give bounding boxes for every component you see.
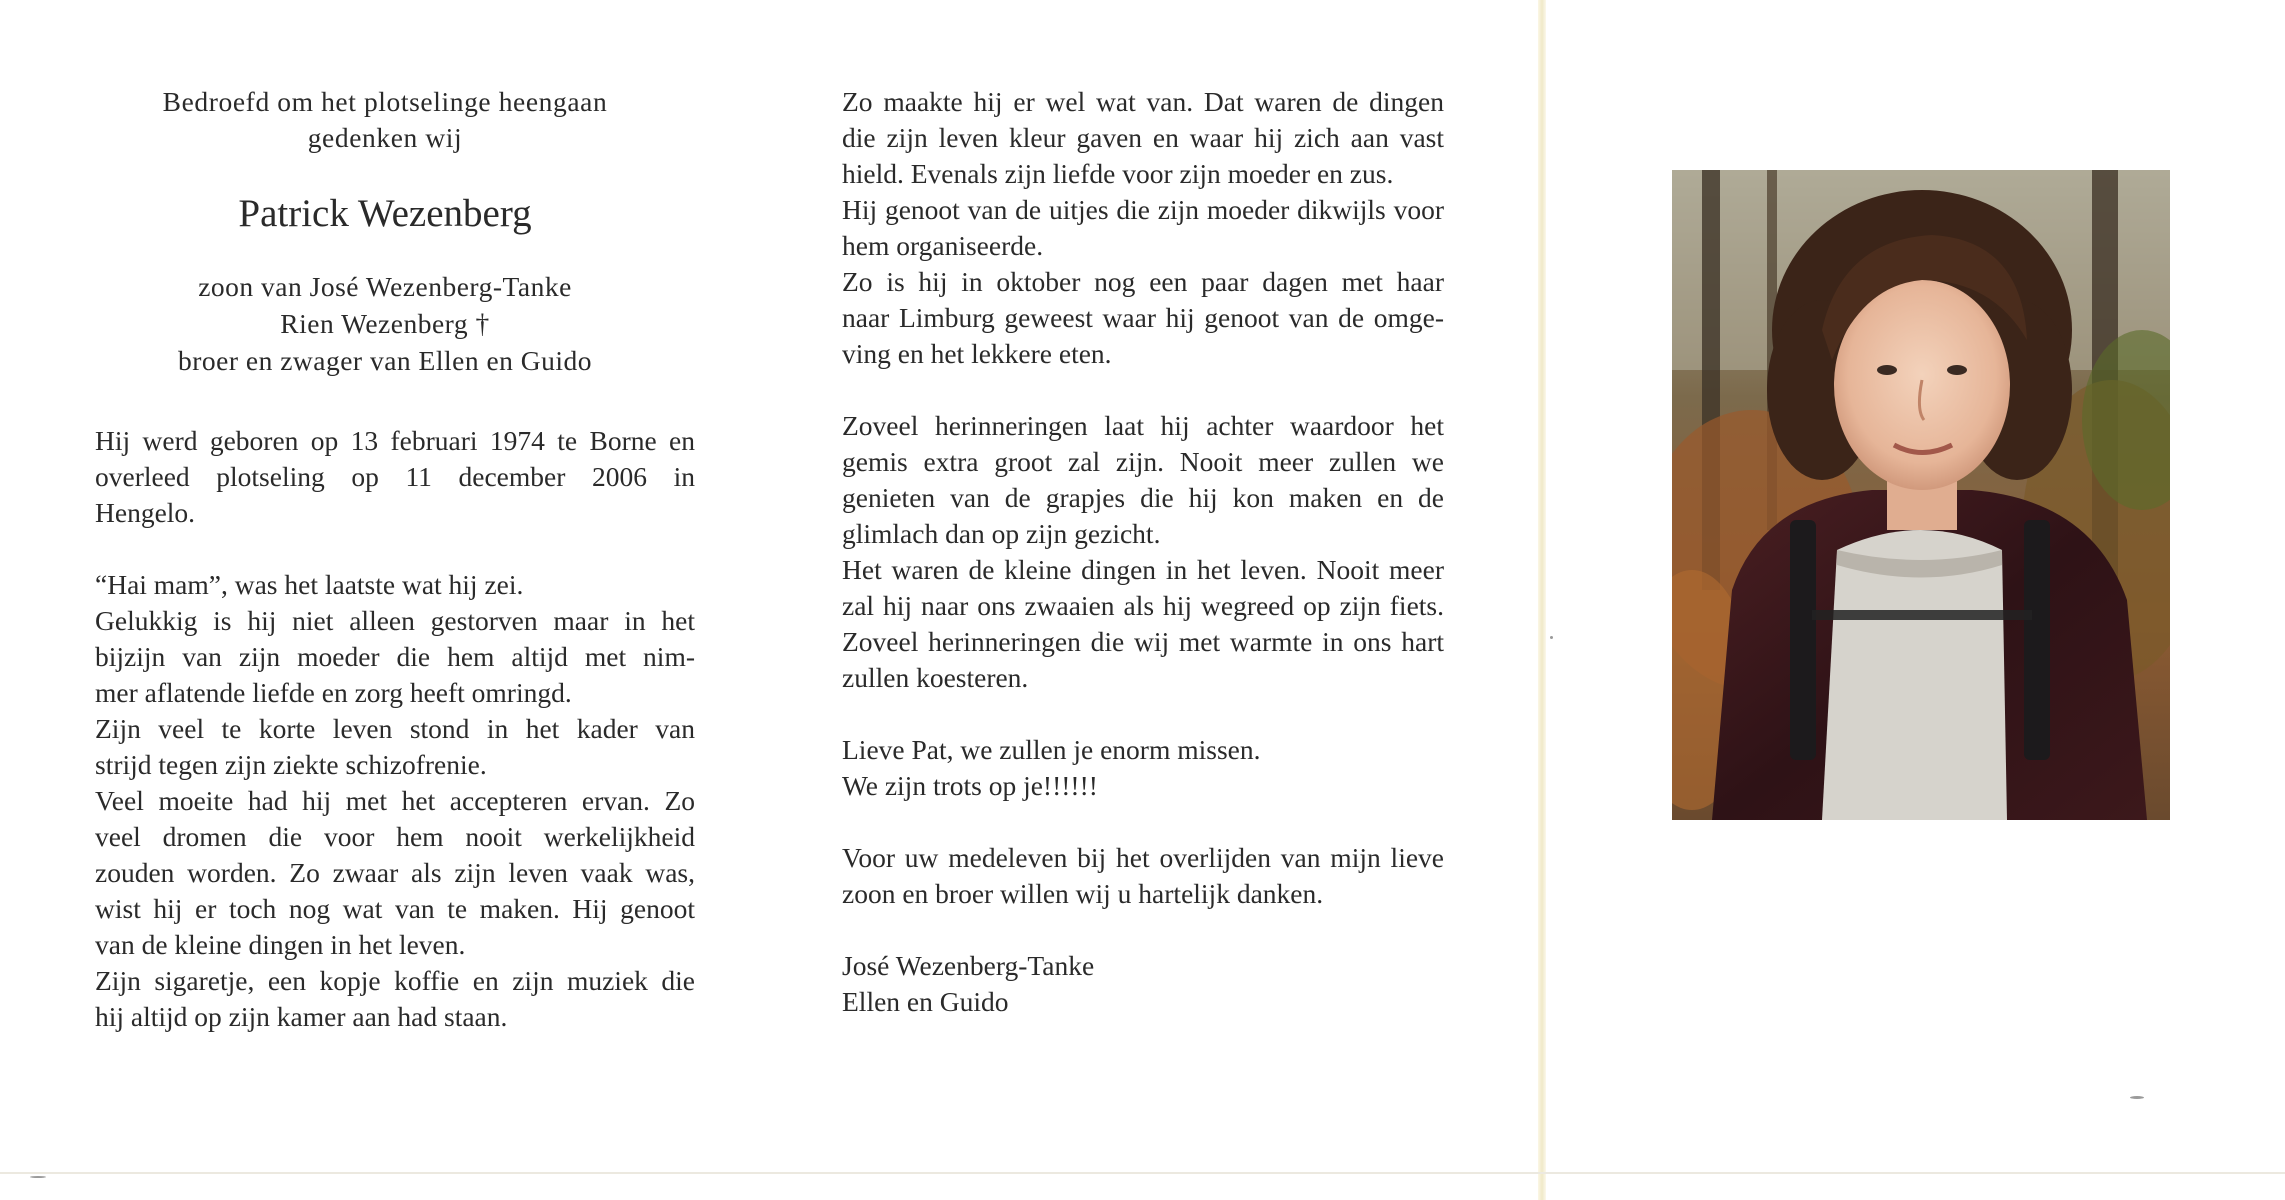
text-line: Veel moeite had hij met het accepteren ervan. Zo (95, 785, 695, 816)
text-line: veel dromen die voor hem nooit werkelijkheid (95, 821, 695, 852)
thanks-paragraph (842, 840, 1444, 912)
text-line: Het waren de kleine dingen in het leven. Nooit meer (842, 554, 1444, 585)
text-line: zullen koesteren. (842, 662, 1029, 693)
text-line: strijd tegen zijn ziekte schizofrenie. (95, 749, 487, 780)
family-line: zoon van José Wezenberg-Tanke (198, 271, 572, 302)
text-line: naar Limburg geweest waar hij genoot van de omge- (842, 302, 1444, 333)
text-line: wist hij er toch nog wat van te maken. Hij genoot (95, 893, 695, 924)
middle-column (842, 84, 1444, 1020)
text-line: van de kleine dingen in het leven. (95, 929, 466, 960)
text-line: Zoveel herinneringen laat hij achter waardoor het (842, 410, 1444, 441)
signature-line: José Wezenberg-Tanke (842, 950, 1095, 981)
text-line: Zijn sigaretje, een kopje koffie en zijn muziek die (95, 965, 695, 996)
text-line: “Hai mam”, was het laatste wat hij zei. (95, 569, 524, 600)
text-line: Hij genoot van de uitjes die zijn moeder dikwijls voor (842, 194, 1444, 225)
left-column (95, 84, 695, 1035)
text-line: Zijn veel te korte leven stond in het kader van (95, 713, 695, 744)
intro-line: gedenken wij (307, 122, 463, 153)
signatures (842, 948, 1444, 1020)
deceased-name: Patrick Wezenberg (238, 192, 532, 235)
text-line: Zo is hij in oktober nog een paar dagen met haar (842, 266, 1444, 297)
portrait-photo (1672, 170, 2170, 820)
text-line: zoon en broer willen wij u hartelijk danken. (842, 878, 1324, 909)
text-line: mer aflatende liefde en zorg heeft omringd. (95, 677, 572, 708)
text-line: bijzijn van zijn moeder die hem altijd met nim- (95, 641, 695, 672)
text-line: We zijn trots op je!!!!!! (842, 770, 1098, 801)
family-relations (85, 268, 685, 379)
text-line: Hij werd geboren op 13 februari 1974 te Borne en (95, 425, 695, 456)
text-line: Lieve Pat, we zullen je enorm missen. (842, 734, 1261, 765)
text-line: Voor uw medeleven bij het overlijden van mijn lieve (842, 842, 1444, 873)
text-line: Hengelo. (95, 497, 196, 528)
text-line: Gelukkig is hij niet alleen gestorven maar in het (95, 605, 695, 636)
signature-line: Ellen en Guido (842, 986, 1009, 1017)
scan-speck (1550, 636, 1553, 639)
birth-death-paragraph (95, 423, 695, 531)
scan-speck (30, 1176, 46, 1178)
text-line: ving en het lekkere eten. (842, 338, 1112, 369)
life-paragraph (95, 567, 695, 1035)
missing-paragraph (842, 408, 1444, 696)
family-line: Rien Wezenberg † (280, 308, 490, 339)
text-line: zal hij naar ons zwaaien als hij wegreed op zijn fiets. (842, 590, 1444, 621)
text-line: hij altijd op zijn kamer aan had staan. (95, 1001, 508, 1032)
memories-paragraph (842, 84, 1444, 372)
intro-text (85, 84, 685, 156)
text-line: glimlach dan op zijn gezicht. (842, 518, 1161, 549)
scan-speck (2130, 1096, 2144, 1099)
text-line: overleed plotseling op 11 december 2006 in (95, 461, 695, 492)
text-line: zouden worden. Zo zwaar als zijn leven vaak was, (95, 857, 695, 888)
card-edge (0, 1172, 2285, 1174)
text-line: hem organiseerde. (842, 230, 1044, 261)
card-fold (1538, 0, 1546, 1200)
farewell-paragraph (842, 732, 1444, 804)
text-line: hield. Evenals zijn liefde voor zijn moeder en zus. (842, 158, 1394, 189)
text-line: gemis extra groot zal zijn. Nooit meer zullen we (842, 446, 1444, 477)
left-body-text (95, 423, 695, 1035)
family-line: broer en zwager van Ellen en Guido (177, 345, 593, 376)
text-line: Zoveel herinneringen die wij met warmte in ons hart (842, 626, 1444, 657)
intro-line: Bedroefd om het plotselinge heengaan (162, 86, 608, 117)
text-line: Zo maakte hij er wel wat van. Dat waren de dingen (842, 86, 1444, 117)
text-line: genieten van de grapjes die hij kon maken en de (842, 482, 1444, 513)
text-line: die zijn leven kleur gaven en waar hij zich aan vast (842, 122, 1444, 153)
